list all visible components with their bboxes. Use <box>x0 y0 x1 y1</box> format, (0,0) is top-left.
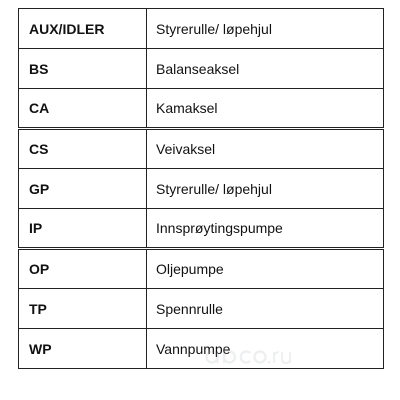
table-row <box>19 329 384 369</box>
legend-table <box>18 8 384 369</box>
code-cell: TP <box>19 289 147 329</box>
description-cell: Veivaksel <box>147 129 384 169</box>
table-row <box>19 289 384 329</box>
code-cell: CA <box>19 89 147 129</box>
description-cell: Kamaksel <box>147 89 384 129</box>
description-cell: Spennrulle <box>147 289 384 329</box>
description-cell: Innsprøytingspumpe <box>147 209 384 249</box>
code-cell: OP <box>19 249 147 289</box>
description-cell: Styrerulle/ løpehjul <box>147 9 384 49</box>
code-cell: BS <box>19 49 147 89</box>
table-row <box>19 89 384 129</box>
description-cell: Balanseaksel <box>147 49 384 89</box>
code-cell: IP <box>19 209 147 249</box>
code-cell: GP <box>19 169 147 209</box>
code-cell: CS <box>19 129 147 169</box>
code-cell: AUX/IDLER <box>19 9 147 49</box>
description-cell: Oljepumpe <box>147 249 384 289</box>
table-row <box>19 9 384 49</box>
table-row <box>19 129 384 169</box>
table-row <box>19 49 384 89</box>
table-row <box>19 249 384 289</box>
code-cell: WP <box>19 329 147 369</box>
table-row <box>19 209 384 249</box>
description-cell: Styrerulle/ løpehjul <box>147 169 384 209</box>
table-row <box>19 169 384 209</box>
description-cell: Vannpumpe <box>147 329 384 369</box>
